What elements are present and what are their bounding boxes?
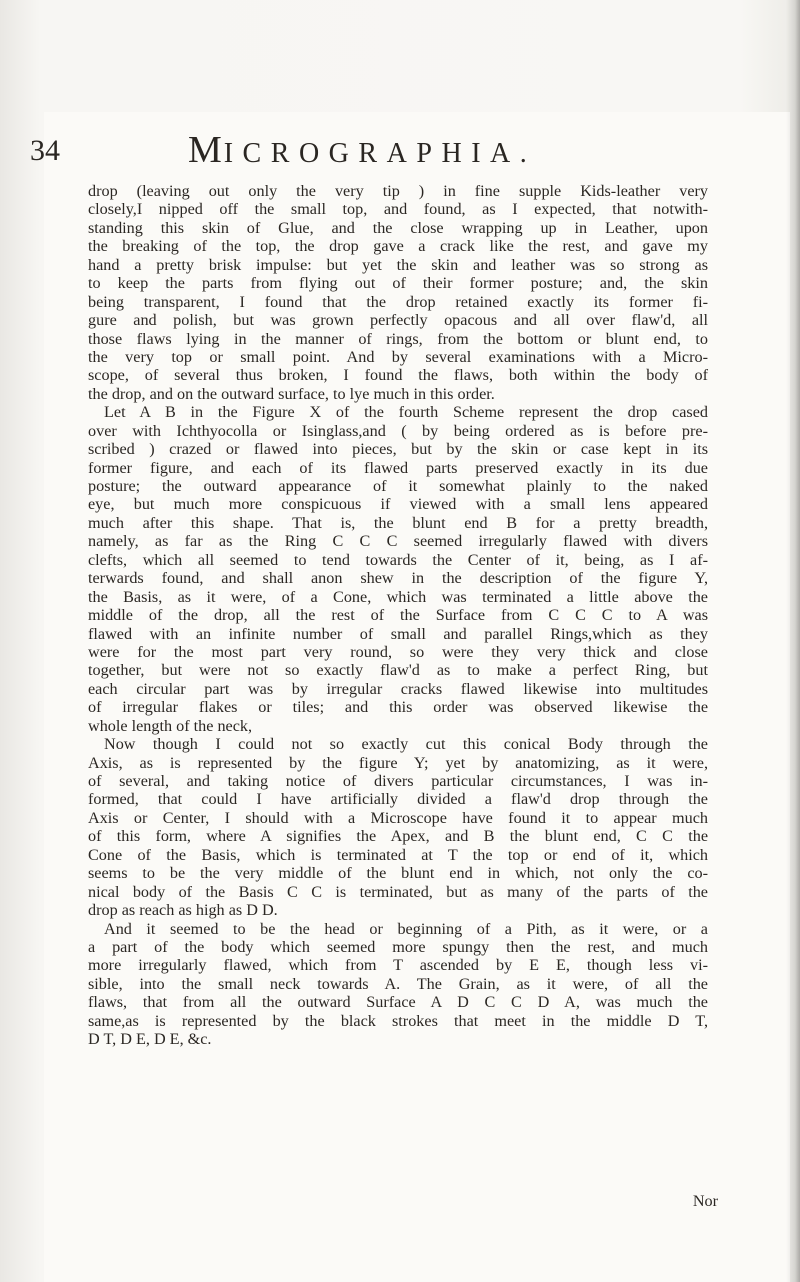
text-line: the very top or small point. And by several examinations with a Micro- [88,347,708,366]
text-line: namely, as far as the Ring C C C seemed irregularly flawed with divers [88,532,708,551]
text-line: Let A B in the Figure X of the fourth Scheme represent the drop cased [104,403,708,422]
text-line: And it seemed to be the head or beginning of a Pith, as it were, or a [104,919,708,938]
text-line: flaws, that from all the outward Surface A D C C D A, was much the [88,993,708,1012]
text-line: gure and polish, but was grown perfectly opacous and all over flaw'd, all [88,311,708,330]
running-title-rest: ICROGRAPHIA. [223,138,537,169]
text-line: scope, of several thus broken, I found the flaws, both within the body of [88,366,708,385]
text-line: the drop, and on the outward surface, to lye much in this order. [88,384,495,403]
text-line: seems to be the very middle of the blunt end in which, not only the co- [88,864,708,883]
text-line: together, but were not so exactly flaw'd as to make a perfect Ring, but [88,661,708,680]
text-line: the Basis, as it were, of a Cone, which was terminated a little above the [88,587,708,606]
running-title-initial: M [188,129,224,171]
text-line: standing this skin of Glue, and the close wrapping up in Leather, upon [88,218,708,237]
text-line: posture; the outward appearance of it somewhat plainly to the naked [88,477,708,495]
page-header [30,128,710,176]
text-line: nical body of the Basis C C is terminated, but as many of the parts of the [88,882,708,901]
text-line: a part of the body which seemed more spungy then the rest, and much [88,937,708,956]
text-line: same,as is represented by the black strokes that meet in the middle D T, [88,1011,708,1030]
text-line: D T, D E, D E, &c. [88,1030,212,1049]
text-line: those flaws lying in the manner of rings, from the bottom or blunt end, to [88,329,708,348]
text-line: Axis or Center, I should with a Microscope have found it to appear much [88,808,708,827]
text-line: drop (leaving out only the very tip ) in fine supple Kids-leather very [88,182,708,200]
page-edge-shadow [786,0,800,1282]
page-number: 34 [30,134,60,167]
text-line: of irregular flakes or tiles; and this order was observed likewise the [88,698,708,717]
text-line: closely,I nipped off the small top, and found, as I expected, that notwith- [88,200,708,219]
text-line: each circular part was by irregular cracks flawed likewise into multitudes [88,679,708,698]
text-line: eye, but much more conspicuous if viewed with a small lens appeared [88,495,708,514]
text-line: to keep the parts from flying out of their former posture; and, the skin [88,274,708,293]
text-line: being transparent, I found that the drop retained exactly its former fi- [88,292,708,311]
running-title [188,128,536,172]
text-line: of several, and taking notice of divers particular circumstances, I was in- [88,772,708,790]
text-line: terwards found, and shall anon shew in the description of the figure Y, [88,569,708,588]
body-text [88,182,708,1049]
catchword: Nor [692,1192,718,1210]
text-line: sible, into the small neck towards A. The Grain, as it were, of all the [88,974,708,993]
text-line: hand a pretty brisk impulse: but yet the skin and leather was so strong as [88,255,708,274]
text-line: flawed with an infinite number of small and parallel Rings,which as they [88,624,708,643]
text-line: formed, that could I have artificially divided a flaw'd drop through the [88,790,708,809]
text-line: were for the most part very round, so were they very thick and close [88,642,708,661]
text-line: whole length of the neck, [88,716,253,735]
text-line: Axis, as is represented by the figure Y; yet by anatomizing, as it were, [88,753,708,772]
text-line: Cone of the Basis, which is terminated at T the top or end of it, which [88,845,708,864]
text-line: over with Ichthyocolla or Isinglass,and ( by being ordered as is before pre- [88,421,708,440]
text-line: drop as reach as high as D D. [88,901,278,920]
text-line: more irregularly flawed, which from T ascended by E E, though less vi- [88,956,708,975]
text-line: former figure, and each of its flawed parts preserved exactly in its due [88,458,708,477]
text-line: middle of the drop, all the rest of the Surface from C C C to A was [88,606,708,625]
text-line: the breaking of the top, the drop gave a crack like the rest, and gave my [88,237,708,256]
text-line: Now though I could not so exactly cut this conical Body through the [104,735,708,754]
text-line: scribed ) crazed or flawed into pieces, but by the skin or case kept in its [88,440,708,459]
text-line: of this form, where A signifies the Apex, and B the blunt end, C C the [88,827,708,846]
text-line: much after this shape. That is, the blunt end B for a pretty breadth, [88,513,708,532]
text-line: clefts, which all seemed to tend towards the Center of it, being, as I af- [88,550,708,569]
